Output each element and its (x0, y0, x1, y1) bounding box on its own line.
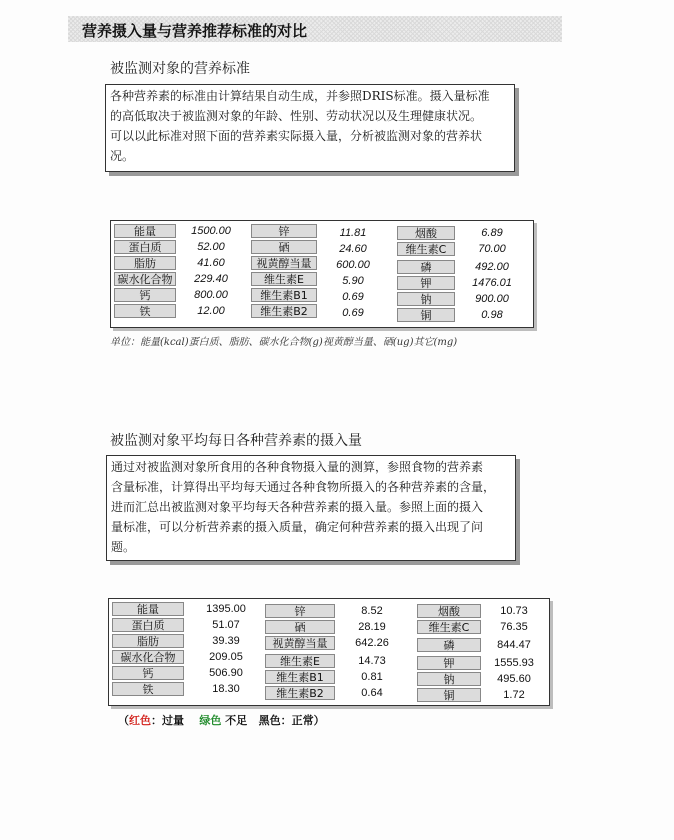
nutrient-label: 蛋白质 (114, 240, 176, 254)
nutrient-value: 0.81 (361, 671, 383, 683)
nutrient-label: 钠 (397, 292, 455, 306)
legend-red-text: ：过量 (151, 714, 184, 727)
nutrient-label: 钠 (417, 672, 481, 686)
nutrient-label: 磷 (397, 260, 455, 274)
nutrient-label: 烟酸 (417, 604, 481, 618)
nutrient-value: 76.35 (500, 621, 528, 633)
nutrient-label: 碳水化合物 (114, 272, 176, 286)
nutrient-value: 642.26 (355, 637, 389, 649)
nutrient-value: 900.00 (475, 293, 509, 305)
page-title-bar (68, 16, 562, 42)
nutrient-label: 维生素C (417, 620, 481, 634)
nutrient-value: 5.90 (342, 275, 364, 287)
nutrient-label: 碳水化合物 (112, 650, 184, 664)
nutrient-label: 脂肪 (112, 634, 184, 648)
nutrient-label: 铁 (112, 682, 184, 696)
standard-table (110, 220, 534, 328)
legend-open: （ (118, 714, 129, 727)
nutrient-label: 维生素B2 (265, 686, 335, 700)
nutrient-value: 844.47 (497, 639, 531, 651)
nutrient-value: 209.05 (209, 651, 243, 663)
nutrient-label: 铁 (114, 304, 176, 318)
section2-line: 通过对被监测对象所食用的各种食物摄入量的测算，参照食物的营养素 (111, 460, 484, 474)
section1-line: 况。 (110, 149, 135, 163)
nutrient-value: 229.40 (194, 273, 228, 285)
section1-line: 各种营养素的标准由计算结果自动生成，并参照DRIS标准。摄入量标准 (110, 89, 490, 103)
nutrient-label: 视黄醇当量 (265, 636, 335, 650)
section2-line: 量标准，可以分析营养素的摄入质量，确定何种营养素的摄入出现了问 (111, 520, 484, 534)
nutrient-value: 51.07 (212, 619, 240, 631)
section2-line: 题。 (111, 540, 136, 554)
nutrient-value: 1395.00 (206, 603, 246, 615)
section1-line: 可以以此标准对照下面的营养素实际摄入量，分析被监测对象的营养状 (110, 129, 483, 143)
nutrient-label: 视黄醇当量 (251, 256, 317, 270)
intake-table (108, 598, 550, 706)
nutrient-value: 18.30 (212, 683, 240, 695)
nutrient-value: 11.81 (339, 227, 367, 239)
nutrient-label: 能量 (114, 224, 176, 238)
nutrient-value: 0.69 (342, 307, 364, 319)
section1-heading: 被监测对象的营养标准 (110, 61, 250, 77)
section1-line: 的高低取决于被监测对象的年龄、性别、劳动状况以及生理健康状况。 (110, 109, 483, 123)
nutrient-label: 钾 (417, 656, 481, 670)
nutrient-value: 492.00 (475, 261, 509, 273)
legend-black-text: 黑色：正常） (258, 714, 325, 727)
section1-description (105, 84, 515, 172)
legend-green-text: 不足 (221, 714, 248, 727)
nutrient-value: 0.98 (481, 309, 503, 321)
nutrient-label: 维生素B1 (265, 670, 335, 684)
nutrient-value: 506.90 (209, 667, 243, 679)
nutrient-label: 锌 (251, 224, 317, 238)
nutrient-label: 蛋白质 (112, 618, 184, 632)
nutrient-value: 1.72 (503, 689, 525, 701)
section2-line: 进而汇总出被监测对象平均每天各种营养素的摄入量。参照上面的摄入 (111, 500, 484, 514)
nutrient-label: 能量 (112, 602, 184, 616)
nutrient-label: 烟酸 (397, 226, 455, 240)
nutrient-value: 70.00 (478, 243, 506, 255)
nutrient-label: 维生素E (251, 272, 317, 286)
nutrient-value: 10.73 (500, 605, 528, 617)
nutrient-label: 钾 (397, 276, 455, 290)
nutrient-label: 维生素B1 (251, 288, 317, 302)
legend-green-label: 绿色 (199, 714, 222, 727)
nutrient-value: 1500.00 (191, 225, 231, 237)
nutrient-value: 28.19 (358, 621, 386, 633)
nutrient-value: 39.39 (212, 635, 240, 647)
nutrient-label: 维生素C (397, 242, 455, 256)
nutrient-label: 维生素E (265, 654, 335, 668)
nutrient-value: 1555.93 (494, 657, 534, 669)
nutrient-label: 锌 (265, 604, 335, 618)
section2-line: 含量标准，计算得出平均每天通过各种食物所摄入的各种营养素的含量， (111, 480, 496, 494)
nutrient-label: 铜 (397, 308, 455, 322)
nutrient-label: 脂肪 (114, 256, 176, 270)
color-legend (118, 712, 325, 728)
nutrient-label: 维生素B2 (251, 304, 317, 318)
nutrient-label: 钙 (114, 288, 176, 302)
nutrient-label: 铜 (417, 688, 481, 702)
nutrient-value: 12.00 (197, 305, 225, 317)
nutrient-value: 24.60 (339, 243, 367, 255)
nutrient-label: 磷 (417, 638, 481, 652)
nutrient-value: 0.64 (361, 687, 383, 699)
nutrient-label: 硒 (265, 620, 335, 634)
nutrient-value: 1476.01 (472, 277, 512, 289)
section2-description (106, 455, 516, 561)
nutrient-value: 800.00 (194, 289, 228, 301)
nutrient-value: 495.60 (497, 673, 531, 685)
section2-heading: 被监测对象平均每日各种营养素的摄入量 (110, 433, 362, 449)
nutrient-value: 52.00 (197, 241, 225, 253)
nutrient-value: 8.52 (361, 605, 383, 617)
legend-red-label: 红色 (129, 714, 151, 727)
nutrient-value: 0.69 (342, 291, 364, 303)
page-title: 营养摄入量与营养推荐标准的对比 (82, 22, 308, 40)
nutrient-value: 41.60 (197, 257, 225, 269)
unit-note: 单位：能量(kcal)蛋白质、脂肪、碳水化合物(g)视黄醇当量、硒(ug)其它(mg) (110, 337, 458, 348)
nutrient-label: 硒 (251, 240, 317, 254)
nutrient-value: 14.73 (358, 655, 386, 667)
nutrient-value: 6.89 (481, 227, 503, 239)
nutrient-label: 钙 (112, 666, 184, 680)
nutrient-value: 600.00 (336, 259, 370, 271)
